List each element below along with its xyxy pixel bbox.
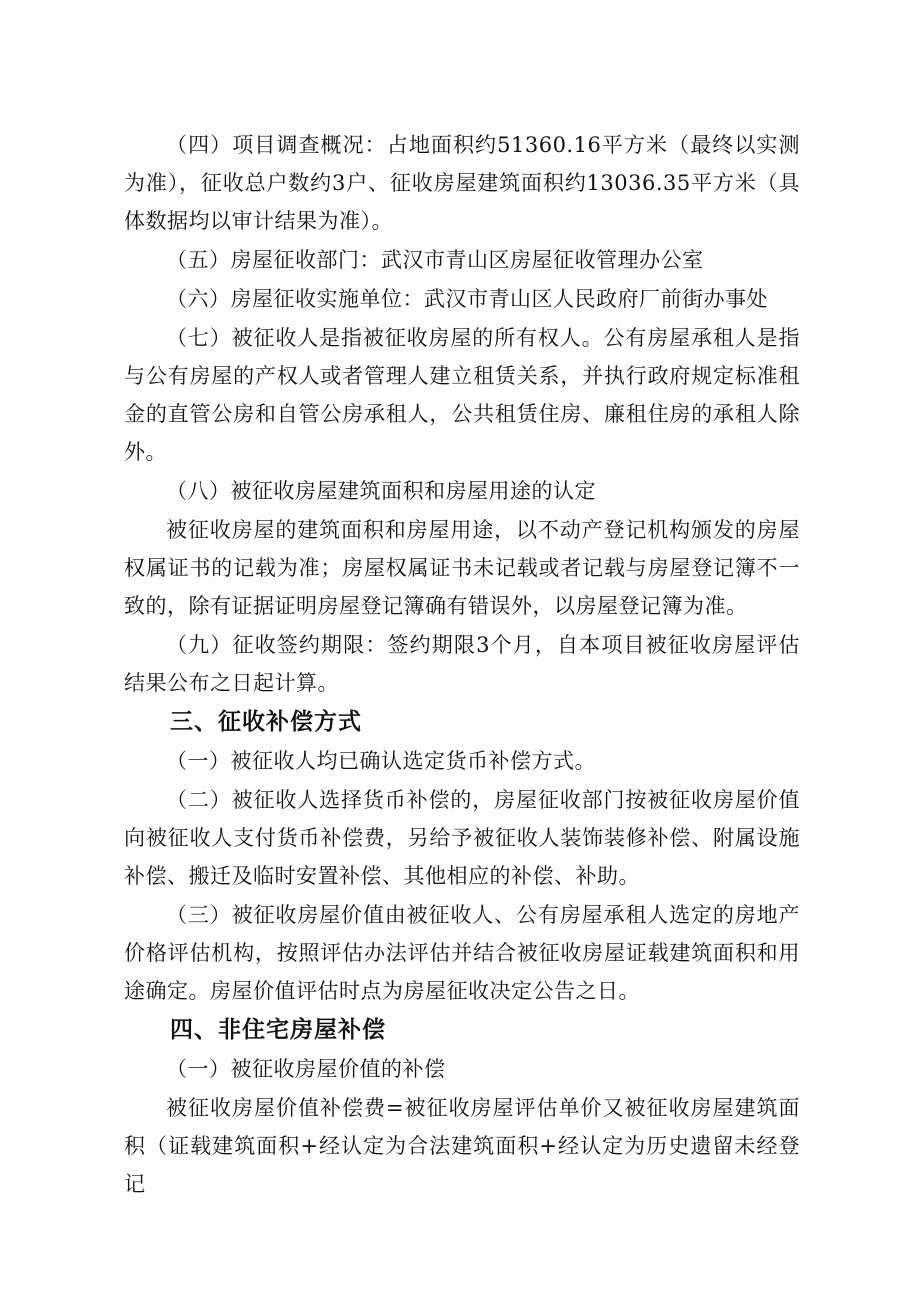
- paragraph-expropriated-person-definition: （七）被征收人是指被征收房屋的所有权人。公有房屋承租人是指与公有房屋的产权人或者管理人建立租赁关系，并执行政府规定标准租金的直管公房和自管公房承租人，公共租赁住房、廉租住房的承租人除外。: [124, 326, 800, 464]
- paragraph-monetary-selected: （一）被征收人均已确认选定货币补偿方式。: [166, 749, 596, 773]
- paragraph-house-value-compensation-title: （一）被征收房屋价值的补偿: [166, 1057, 446, 1081]
- section-heading-compensation-method: 三、征收补偿方式: [170, 709, 362, 735]
- paragraph-house-value: （三）被征收房屋价值由被征收人、公有房屋承租人选定的房地产价格评估机构，按照评估办法评估并结合被征收房屋证载建筑面积和用途确定。房屋价值评估时点为房屋征收决定公告之日。: [124, 903, 800, 1003]
- paragraph-signing-period: （九）征收签约期限：签约期限3个月，自本项目被征收房屋评估结果公布之日起计算。: [124, 633, 800, 695]
- paragraph-project-survey: （四）项目调查概况：占地面积约51360.16平方米（最终以实测为准），征收总户数约3户、征收房屋建筑面积约13036.35平方米（具体数据均以审计结果为准）。: [124, 133, 800, 233]
- paragraph-compensation-formula: 被征收房屋价值补偿费=被征收房屋评估单价又被征收房屋建筑面积（证载建筑面积+经认定为合法建筑面积+经认定为历史遗留未经登记: [124, 1096, 800, 1196]
- section-heading-non-residential: 四、非住宅房屋补偿: [170, 1017, 386, 1043]
- document-page: [124, 126, 800, 1203]
- paragraph-monetary-compensation: （二）被征收人选择货币补偿的，房屋征收部门按被征收房屋价值向被征收人支付货币补偿费，另给予被征收人装饰装修补偿、附属设施补偿、搬迁及临时安置补偿、其他相应的补偿、补助。: [124, 788, 800, 888]
- paragraph-implementation-unit: （六）房屋征收实施单位：武汉市青山区人民政府厂前街办事处: [166, 287, 768, 311]
- paragraph-expropriation-department: （五）房屋征收部门：武汉市青山区房屋征收管理办公室: [166, 248, 704, 272]
- paragraph-area-and-use-title: （八）被征收房屋建筑面积和房屋用途的认定: [166, 479, 596, 503]
- paragraph-area-and-use-body: 被征收房屋的建筑面积和房屋用途，以不动产登记机构颁发的房屋权属证书的记载为准；房屋权属证书未记载或者记载与房屋登记簿不一致的，除有证据证明房屋登记簿确有错误外，以房屋登记簿为准。: [124, 518, 800, 618]
